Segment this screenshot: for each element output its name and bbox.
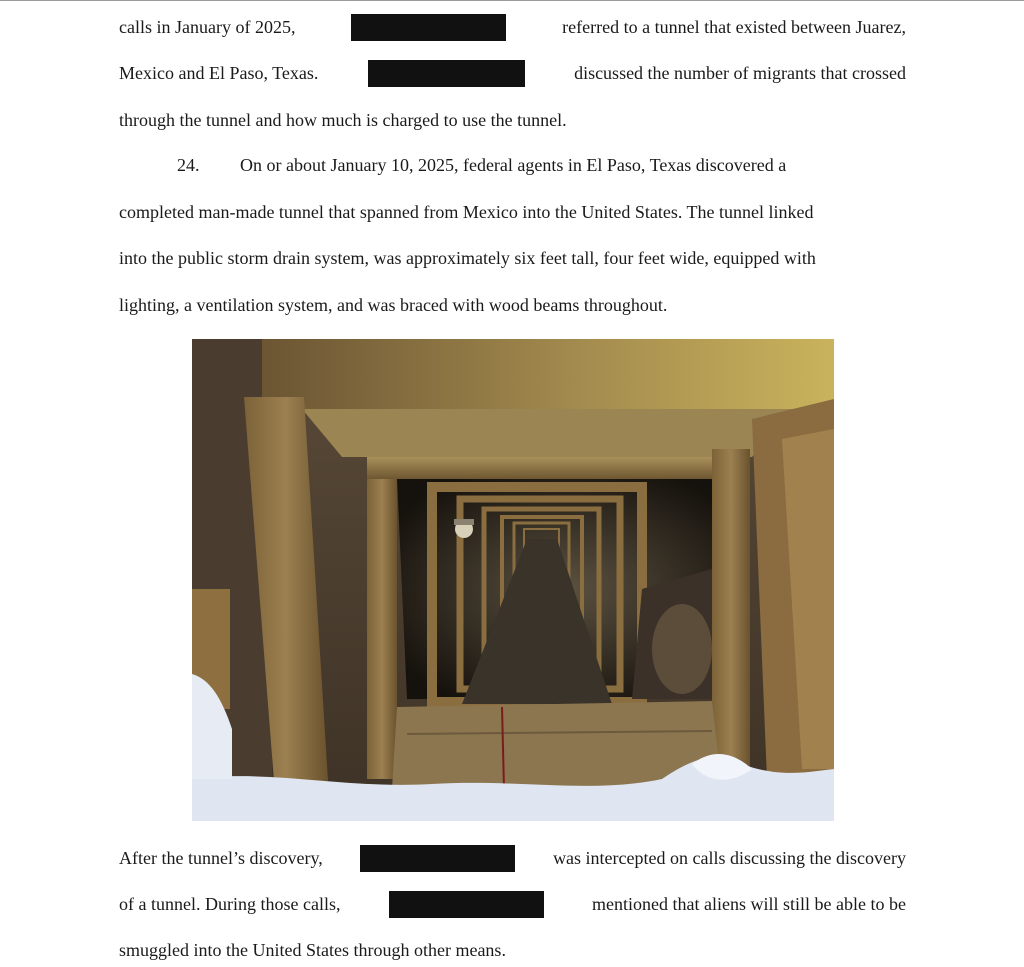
- text-line: completed man-made tunnel that spanned from Mexico into the United States. The tunnel linked: [119, 202, 814, 222]
- text-line: smuggled into the United States through other means.: [119, 940, 506, 960]
- paragraph-number: 24.: [177, 155, 200, 175]
- text-line: [119, 843, 906, 873]
- text-line: [119, 889, 906, 919]
- tunnel-photo: [192, 339, 834, 821]
- text-segment: referred to a tunnel that existed between Juarez,: [562, 17, 906, 37]
- text-segment: Mexico and El Paso, Texas.: [119, 63, 319, 83]
- text-line: [119, 12, 906, 42]
- redaction-box: [351, 14, 506, 41]
- text-segment: After the tunnel’s discovery,: [119, 848, 323, 868]
- redaction-box: [360, 845, 515, 872]
- text-line: On or about January 10, 2025, federal agents in El Paso, Texas discovered a: [240, 155, 787, 175]
- text-segment: was intercepted on calls discussing the discovery: [553, 848, 906, 868]
- text-segment: of a tunnel. During those calls,: [119, 894, 341, 914]
- redaction-box: [389, 891, 544, 918]
- page-top-rule: [0, 0, 1024, 1]
- text-line: through the tunnel and how much is charged to use the tunnel.: [119, 110, 567, 130]
- text-line: [119, 58, 906, 88]
- redaction-box: [368, 60, 525, 87]
- text-segment: calls in January of 2025,: [119, 17, 296, 37]
- text-line: into the public storm drain system, was approximately six feet tall, four feet wide, equipped with: [119, 248, 816, 268]
- text-segment: discussed the number of migrants that crossed: [574, 63, 906, 83]
- text-line: lighting, a ventilation system, and was braced with wood beams throughout.: [119, 295, 668, 315]
- text-segment: mentioned that aliens will still be able to be: [592, 894, 906, 914]
